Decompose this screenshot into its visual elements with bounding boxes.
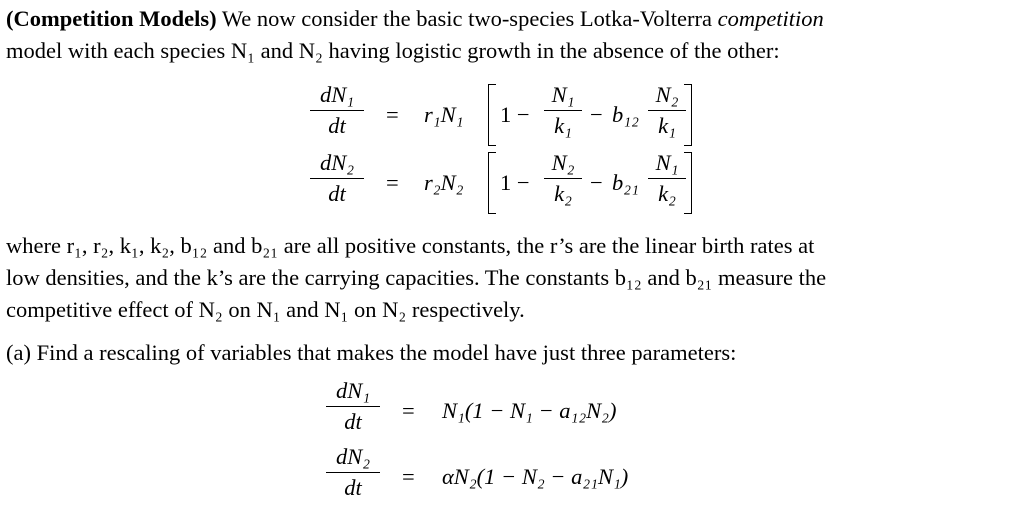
- eq2-coefficient: r₂N₂: [424, 170, 464, 195]
- eq2-term1-fraction: [544, 152, 582, 205]
- fraction-bar: [648, 178, 686, 179]
- eq2-term1-denominator: k₂: [554, 180, 572, 206]
- eq1-left-bracket: [488, 84, 496, 146]
- intro-line-2: model with each species N₁ and N₂ having logistic growth in the absence of the other:: [6, 38, 780, 63]
- eq2-lhs-numerator: dN₂: [319, 150, 355, 175]
- fraction-bar: [544, 178, 582, 179]
- eq1-lhs-fraction: [310, 84, 364, 137]
- rescaled-eq1-equals: =: [402, 398, 415, 423]
- fraction-bar: [648, 110, 686, 111]
- eq1-lhs-numerator: dN₁: [319, 82, 355, 107]
- eq2-minus: −: [590, 170, 603, 195]
- section-heading: (Competition Models): [6, 6, 217, 31]
- paragraph-line-3: competitive effect of N₂ on N₁ and N₁ on N₂ respectively.: [6, 297, 525, 322]
- rescaled-eq2-lhs-numerator: dN₂: [335, 444, 371, 469]
- part-a-prompt: (a) Find a rescaling of variables that makes the model have just three parameters:: [6, 340, 737, 365]
- fraction-bar: [310, 178, 364, 179]
- eq1-term1-fraction: [544, 84, 582, 137]
- eq1-one-minus: 1 −: [500, 102, 530, 127]
- fraction-bar: [326, 472, 380, 473]
- eq1-coefficient: r₁N₁: [424, 102, 464, 127]
- rescaled-eq1-lhs-numerator: dN₁: [335, 378, 371, 403]
- eq1-term2-denominator: k₁: [658, 112, 676, 138]
- eq1-equals: =: [386, 102, 399, 127]
- eq2-term2-numerator: N₁: [655, 150, 679, 175]
- eq1-term2-fraction: [648, 84, 686, 137]
- eq2-term1-numerator: N₂: [551, 150, 575, 175]
- eq1-right-bracket: [684, 84, 692, 146]
- eq1-lhs-denominator: dt: [328, 112, 346, 138]
- rescaled-eq1-rhs: N₁(1 − N₁ − a₁₂N₂): [442, 398, 617, 423]
- eq1-term1-numerator: N₁: [551, 82, 575, 107]
- eq2-term2-fraction: [648, 152, 686, 205]
- eq1-b-coefficient: b₁₂: [612, 102, 639, 127]
- rescaled-eq2-rhs: αN₂(1 − N₂ − a₂₁N₁): [442, 464, 629, 489]
- eq2-left-bracket: [488, 152, 496, 214]
- eq1-term2-numerator: N₂: [655, 82, 679, 107]
- eq2-lhs-denominator: dt: [328, 180, 346, 206]
- fraction-bar: [544, 110, 582, 111]
- eq2-right-bracket: [684, 152, 692, 214]
- fraction-bar: [326, 406, 380, 407]
- eq2-term2-denominator: k₂: [658, 180, 676, 206]
- fraction-bar: [310, 110, 364, 111]
- rescaled-eq2-lhs-fraction: [326, 446, 380, 499]
- eq2-equals: =: [386, 170, 399, 195]
- eq1-minus: −: [590, 102, 603, 127]
- rescaled-eq2-lhs-denominator: dt: [344, 474, 362, 500]
- intro-line-1: [6, 8, 824, 31]
- rescaled-eq1-lhs-denominator: dt: [344, 408, 362, 434]
- eq1-term1-denominator: k₁: [554, 112, 572, 138]
- eq2-lhs-fraction: [310, 152, 364, 205]
- intro-italic-word: competition: [717, 6, 824, 31]
- eq2-b-coefficient: b₂₁: [612, 170, 639, 195]
- rescaled-eq1-lhs-fraction: [326, 380, 380, 433]
- paragraph-line-2: low densities, and the k’s are the carrying capacities. The constants b₁₂ and b₂₁ measure the: [6, 265, 827, 290]
- eq2-one-minus: 1 −: [500, 170, 530, 195]
- rescaled-eq2-equals: =: [402, 464, 415, 489]
- paragraph-line-1: where r₁, r₂, k₁, k₂, b₁₂ and b₂₁ are all positive constants, the r’s are the linear birth rates at: [6, 233, 815, 258]
- intro-text: We now consider the basic two-species Lotka-Volterra: [216, 6, 718, 31]
